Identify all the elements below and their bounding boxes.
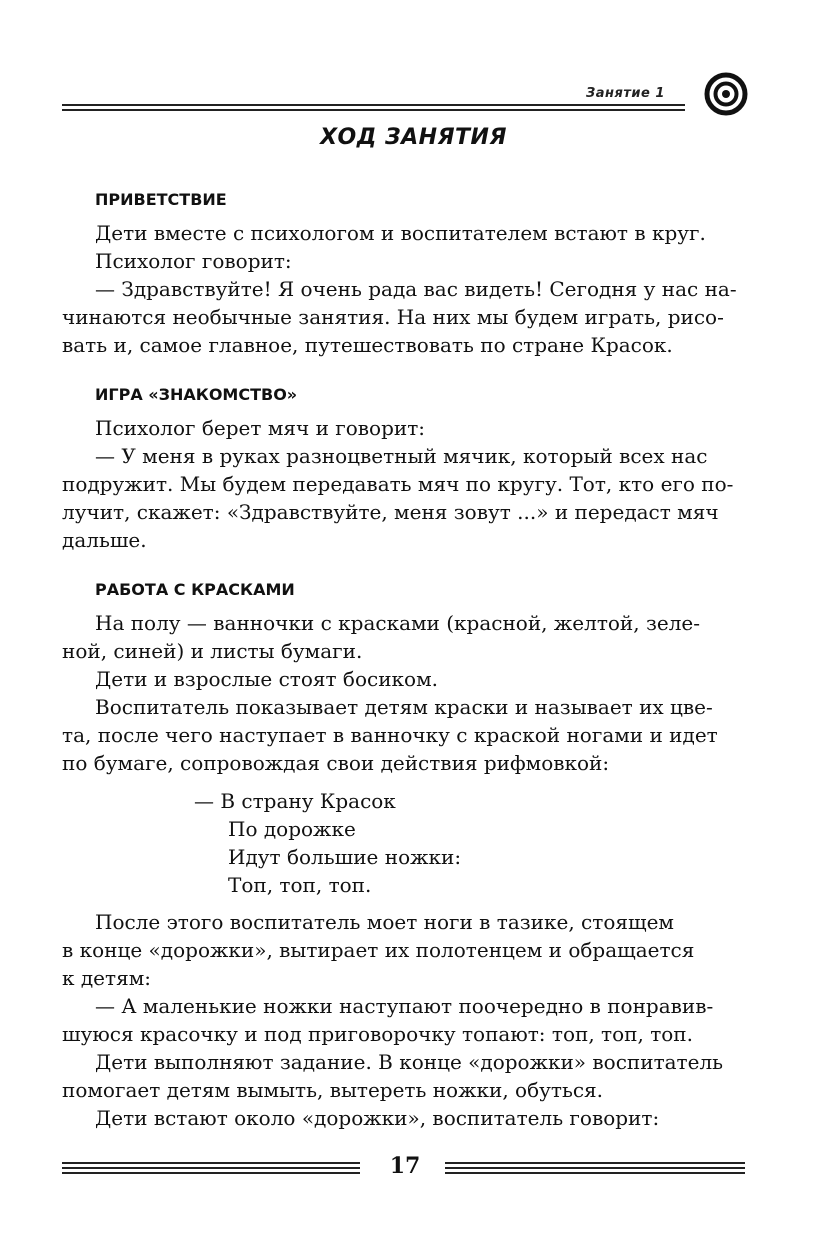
footer-rule-left-2 [62, 1167, 360, 1169]
paragraph-line: чинаются необычные занятия. На них мы будем играть, рисо- [62, 305, 724, 329]
paragraph-line: та, после чего наступает в ванночку с краской ногами и идет [62, 723, 718, 747]
paragraph-line: дальше. [62, 528, 147, 552]
paragraph-line: по бумаге, сопровождая свои действия рифмовкой: [62, 751, 610, 775]
section-heading-paints: РАБОТА С КРАСКАМИ [95, 580, 295, 599]
paragraph-line: На полу — ванночки с красками (красной, желтой, зеле- [95, 611, 701, 635]
paragraph-line: Дети и взрослые стоят босиком. [95, 667, 438, 691]
header-rule-bottom [62, 109, 685, 111]
paragraph-line: Дети вместе с психологом и воспитателем встают в круг. [95, 221, 706, 245]
verse-line: Топ, топ, топ. [228, 873, 372, 897]
paragraph-line: шуюся красочку и под приговорочку топают: топ, топ, топ. [62, 1022, 693, 1046]
verse-line: По дорожке [228, 817, 356, 841]
paragraph-line: лучит, скажет: «Здравствуйте, меня зовут ...» и передаст мяч [62, 500, 719, 524]
footer-rule-left-3 [62, 1172, 360, 1174]
footer-rule-right-2 [445, 1167, 745, 1169]
paragraph-line: ной, синей) и листы бумаги. [62, 639, 363, 663]
footer-rule-right-3 [445, 1172, 745, 1174]
verse-line: Идут большие ножки: [228, 845, 462, 869]
paragraph-line: Дети выполняют задание. В конце «дорожки» воспитатель [95, 1050, 724, 1074]
paragraph-line: Психолог говорит: [95, 249, 292, 273]
verse-line: — В страну Красок [194, 789, 396, 813]
paragraph-line: — У меня в руках разноцветный мячик, который всех нас [95, 444, 708, 468]
page-title: ХОД ЗАНЯТИЯ [320, 125, 507, 150]
paragraph-line: — Здравствуйте! Я очень рада вас видеть! Сегодня у нас на- [95, 277, 737, 301]
paragraph-line: Воспитатель показывает детям краски и называет их цве- [95, 695, 713, 719]
section-heading-game: ИГРА «ЗНАКОМСТВО» [95, 385, 298, 404]
header-rule-top [62, 104, 685, 106]
footer-rule-right-1 [445, 1162, 745, 1164]
paragraph-line: в конце «дорожки», вытирает их полотенцем и обращается [62, 938, 695, 962]
paragraph-line: подружит. Мы будем передавать мяч по кругу. Тот, кто его по- [62, 472, 734, 496]
paragraph-line: помогает детям вымыть, вытереть ножки, обуться. [62, 1078, 604, 1102]
target-icon [704, 72, 748, 116]
section-heading-greeting: ПРИВЕТСТВИЕ [95, 190, 227, 209]
paragraph-line: к детям: [62, 966, 151, 990]
paragraph-line: Дети встают около «дорожки», воспитатель говорит: [95, 1106, 660, 1130]
paragraph-line: — А маленькие ножки наступают поочередно в понравив- [95, 994, 714, 1018]
running-head: Занятие 1 [586, 86, 665, 101]
footer-rule-left-1 [62, 1162, 360, 1164]
paragraph-line: Психолог берет мяч и говорит: [95, 416, 426, 440]
paragraph-line: После этого воспитатель моет ноги в тазике, стоящем [95, 910, 674, 934]
page-number: 17 [389, 1153, 421, 1179]
paragraph-line: вать и, самое главное, путешествовать по стране Красок. [62, 333, 673, 357]
